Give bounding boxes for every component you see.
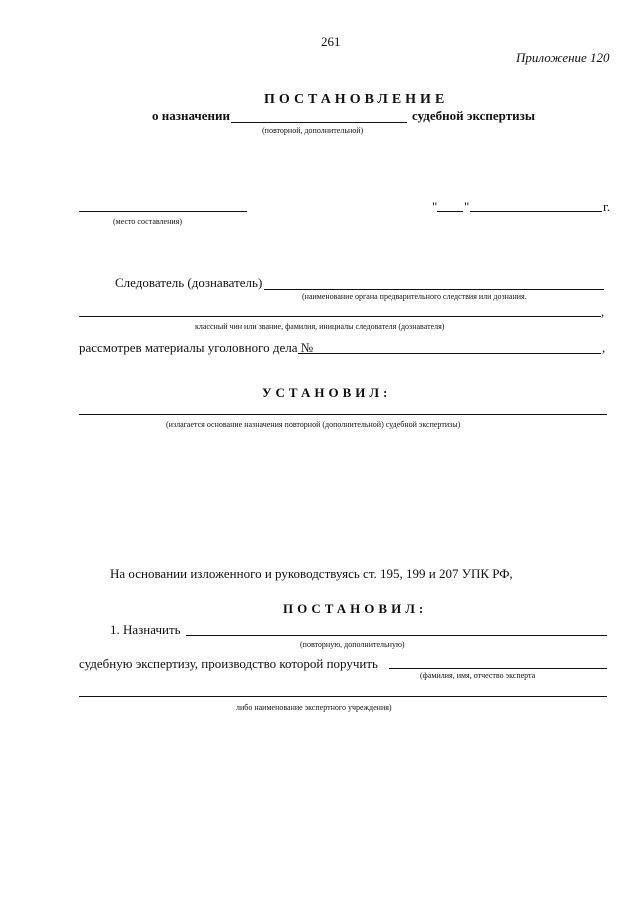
date-month-year-blank bbox=[470, 211, 602, 212]
legal-basis-text: На основании изложенного и руководствуясь ст. 195, 199 и 207 УПК РФ, bbox=[110, 566, 513, 581]
title-line-end: судебной экспертизы bbox=[412, 108, 535, 123]
document-title: ПОСТАНОВЛЕНИЕ bbox=[264, 92, 449, 107]
place-blank bbox=[79, 211, 247, 212]
investigator-label: Следователь (дознаватель) bbox=[115, 275, 263, 290]
investigator-name-blank bbox=[79, 316, 601, 317]
case-number-comma: , bbox=[602, 340, 606, 355]
investigator-line-comma: , bbox=[601, 304, 605, 319]
case-number-blank bbox=[298, 353, 601, 354]
date-quote-close: " bbox=[464, 199, 470, 214]
expert-institution-blank bbox=[79, 696, 607, 697]
established-heading: УСТАНОВИЛ: bbox=[262, 385, 392, 400]
investigator-name-hint: классный чин или звание, фамилия, инициалы следователя (дознавателя) bbox=[195, 322, 445, 331]
expertise-assignment-text: судебную экспертизу, производство которой поручить bbox=[79, 656, 378, 671]
expert-institution-hint: либо наименование экспертного учреждения) bbox=[236, 703, 392, 712]
item-1-type-hint: (повторную, дополнительную) bbox=[300, 640, 405, 649]
decided-heading: ПОСТАНОВИЛ: bbox=[283, 601, 428, 616]
date-quote-open: " bbox=[432, 199, 438, 214]
title-line-start: о назначении bbox=[152, 108, 231, 123]
item-1-type-blank bbox=[186, 635, 607, 636]
investigator-organ-hint: (наименование органа предварительного следствия или дознания. bbox=[302, 292, 527, 301]
expert-name-blank bbox=[389, 668, 607, 669]
established-basis-blank bbox=[79, 414, 607, 415]
established-basis-hint: (излагается основание назначения повторной (дополнительной) судебной экспертизы) bbox=[166, 420, 461, 429]
date-day-blank bbox=[437, 211, 463, 212]
item-1-label: 1. Назначить bbox=[110, 622, 181, 637]
place-label: (место составления) bbox=[113, 217, 182, 226]
expertise-type-blank bbox=[231, 122, 407, 123]
appendix-label: Приложение 120 bbox=[516, 50, 610, 65]
case-materials-text: рассмотрев материалы уголовного дела № bbox=[79, 340, 314, 355]
page-number: 261 bbox=[321, 34, 341, 49]
expertise-type-hint: (повторной, дополнительной) bbox=[262, 126, 364, 135]
expert-name-hint: (фамилия, имя, отчество эксперта bbox=[420, 671, 536, 680]
year-suffix: г. bbox=[603, 199, 611, 214]
investigator-organ-blank bbox=[264, 289, 604, 290]
